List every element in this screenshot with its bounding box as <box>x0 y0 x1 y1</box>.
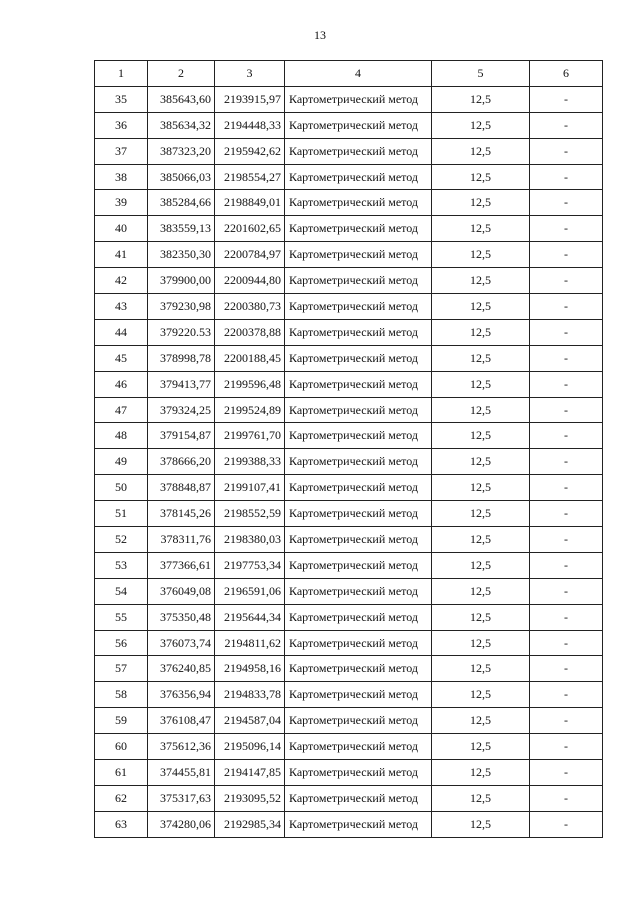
cell-x-coordinate: 379230,98 <box>148 294 215 320</box>
cell-y-coordinate: 2198552,59 <box>215 501 285 527</box>
table-row <box>95 216 603 242</box>
cell-accuracy: 12,5 <box>432 578 530 604</box>
cell-x-coordinate: 379900,00 <box>148 268 215 294</box>
page-number: 13 <box>314 28 326 42</box>
table-row <box>95 138 603 164</box>
header-col-4: 4 <box>285 61 432 87</box>
cell-method: Картометрический метод <box>285 345 432 371</box>
cell-method: Картометрический метод <box>285 86 432 112</box>
cell-method: Картометрический метод <box>285 397 432 423</box>
cell-method: Картометрический метод <box>285 112 432 138</box>
cell-method: Картометрический метод <box>285 164 432 190</box>
cell-method: Картометрический метод <box>285 552 432 578</box>
cell-note: - <box>530 345 603 371</box>
cell-note: - <box>530 578 603 604</box>
cell-y-coordinate: 2194587,04 <box>215 708 285 734</box>
cell-method: Картометрический метод <box>285 578 432 604</box>
table-header-row <box>95 61 603 87</box>
header-col-1: 1 <box>95 61 148 87</box>
table-row <box>95 578 603 604</box>
cell-method: Картометрический метод <box>285 760 432 786</box>
cell-method: Картометрический метод <box>285 475 432 501</box>
cell-x-coordinate: 375350,48 <box>148 604 215 630</box>
cell-method: Картометрический метод <box>285 734 432 760</box>
cell-point-number: 38 <box>95 164 148 190</box>
cell-y-coordinate: 2195644,34 <box>215 604 285 630</box>
cell-point-number: 63 <box>95 811 148 837</box>
cell-y-coordinate: 2194833,78 <box>215 682 285 708</box>
cell-method: Картометрический метод <box>285 785 432 811</box>
table-row <box>95 501 603 527</box>
table-row <box>95 449 603 475</box>
cell-y-coordinate: 2199596,48 <box>215 371 285 397</box>
cell-x-coordinate: 387323,20 <box>148 138 215 164</box>
cell-point-number: 53 <box>95 552 148 578</box>
cell-y-coordinate: 2200784,97 <box>215 242 285 268</box>
cell-accuracy: 12,5 <box>432 319 530 345</box>
cell-point-number: 45 <box>95 345 148 371</box>
cell-y-coordinate: 2200944,80 <box>215 268 285 294</box>
cell-method: Картометрический метод <box>285 449 432 475</box>
cell-point-number: 56 <box>95 630 148 656</box>
cell-note: - <box>530 656 603 682</box>
cell-method: Картометрический метод <box>285 656 432 682</box>
cell-point-number: 59 <box>95 708 148 734</box>
cell-note: - <box>530 501 603 527</box>
cell-method: Картометрический метод <box>285 630 432 656</box>
cell-y-coordinate: 2193095,52 <box>215 785 285 811</box>
cell-accuracy: 12,5 <box>432 268 530 294</box>
cell-note: - <box>530 242 603 268</box>
cell-y-coordinate: 2192985,34 <box>215 811 285 837</box>
cell-method: Картометрический метод <box>285 682 432 708</box>
cell-accuracy: 12,5 <box>432 682 530 708</box>
table-row <box>95 527 603 553</box>
cell-note: - <box>530 811 603 837</box>
cell-note: - <box>530 371 603 397</box>
table-row <box>95 268 603 294</box>
cell-note: - <box>530 604 603 630</box>
cell-point-number: 48 <box>95 423 148 449</box>
table-row <box>95 164 603 190</box>
cell-point-number: 46 <box>95 371 148 397</box>
cell-accuracy: 12,5 <box>432 371 530 397</box>
table-row <box>95 760 603 786</box>
header-col-5: 5 <box>432 61 530 87</box>
table-row <box>95 397 603 423</box>
cell-y-coordinate: 2198380,03 <box>215 527 285 553</box>
cell-x-coordinate: 385284,66 <box>148 190 215 216</box>
cell-y-coordinate: 2201602,65 <box>215 216 285 242</box>
cell-method: Картометрический метод <box>285 319 432 345</box>
header-col-6: 6 <box>530 61 603 87</box>
cell-point-number: 37 <box>95 138 148 164</box>
cell-note: - <box>530 449 603 475</box>
cell-x-coordinate: 375317,63 <box>148 785 215 811</box>
cell-point-number: 61 <box>95 760 148 786</box>
cell-y-coordinate: 2200378,88 <box>215 319 285 345</box>
cell-note: - <box>530 319 603 345</box>
cell-y-coordinate: 2199524,89 <box>215 397 285 423</box>
cell-point-number: 62 <box>95 785 148 811</box>
cell-x-coordinate: 376108,47 <box>148 708 215 734</box>
cell-method: Картометрический метод <box>285 138 432 164</box>
cell-point-number: 42 <box>95 268 148 294</box>
cell-accuracy: 12,5 <box>432 760 530 786</box>
cell-method: Картометрический метод <box>285 501 432 527</box>
table-row <box>95 682 603 708</box>
cell-point-number: 55 <box>95 604 148 630</box>
cell-method: Картометрический метод <box>285 268 432 294</box>
cell-point-number: 54 <box>95 578 148 604</box>
cell-method: Картометрический метод <box>285 190 432 216</box>
table-row <box>95 294 603 320</box>
cell-accuracy: 12,5 <box>432 734 530 760</box>
cell-point-number: 44 <box>95 319 148 345</box>
table-row <box>95 86 603 112</box>
cell-accuracy: 12,5 <box>432 138 530 164</box>
cell-x-coordinate: 385066,03 <box>148 164 215 190</box>
header-col-2: 2 <box>148 61 215 87</box>
cell-note: - <box>530 190 603 216</box>
cell-note: - <box>530 527 603 553</box>
cell-note: - <box>530 760 603 786</box>
cell-method: Картометрический метод <box>285 604 432 630</box>
table-row <box>95 630 603 656</box>
cell-y-coordinate: 2194811,62 <box>215 630 285 656</box>
header-col-3: 3 <box>215 61 285 87</box>
cell-x-coordinate: 376073,74 <box>148 630 215 656</box>
cell-y-coordinate: 2193915,97 <box>215 86 285 112</box>
cell-x-coordinate: 374280,06 <box>148 811 215 837</box>
cell-point-number: 57 <box>95 656 148 682</box>
cell-accuracy: 12,5 <box>432 190 530 216</box>
table-row <box>95 242 603 268</box>
cell-x-coordinate: 378311,76 <box>148 527 215 553</box>
cell-accuracy: 12,5 <box>432 785 530 811</box>
cell-note: - <box>530 423 603 449</box>
cell-accuracy: 12,5 <box>432 294 530 320</box>
cell-x-coordinate: 378145,26 <box>148 501 215 527</box>
table-row <box>95 785 603 811</box>
cell-accuracy: 12,5 <box>432 656 530 682</box>
table-row <box>95 656 603 682</box>
cell-x-coordinate: 382350,30 <box>148 242 215 268</box>
cell-y-coordinate: 2197753,34 <box>215 552 285 578</box>
cell-note: - <box>530 268 603 294</box>
cell-point-number: 58 <box>95 682 148 708</box>
cell-method: Картометрический метод <box>285 294 432 320</box>
cell-method: Картометрический метод <box>285 708 432 734</box>
cell-accuracy: 12,5 <box>432 86 530 112</box>
cell-x-coordinate: 379220.53 <box>148 319 215 345</box>
cell-note: - <box>530 734 603 760</box>
cell-point-number: 40 <box>95 216 148 242</box>
cell-x-coordinate: 376049,08 <box>148 578 215 604</box>
cell-method: Картометрический метод <box>285 527 432 553</box>
cell-accuracy: 12,5 <box>432 604 530 630</box>
cell-y-coordinate: 2194147,85 <box>215 760 285 786</box>
cell-accuracy: 12,5 <box>432 112 530 138</box>
cell-note: - <box>530 397 603 423</box>
cell-accuracy: 12,5 <box>432 242 530 268</box>
cell-x-coordinate: 383559,13 <box>148 216 215 242</box>
cell-y-coordinate: 2198849,01 <box>215 190 285 216</box>
table-row <box>95 475 603 501</box>
table-row <box>95 708 603 734</box>
cell-accuracy: 12,5 <box>432 449 530 475</box>
cell-note: - <box>530 785 603 811</box>
cell-point-number: 47 <box>95 397 148 423</box>
cell-y-coordinate: 2199761,70 <box>215 423 285 449</box>
cell-note: - <box>530 682 603 708</box>
cell-point-number: 50 <box>95 475 148 501</box>
cell-point-number: 41 <box>95 242 148 268</box>
cell-note: - <box>530 294 603 320</box>
cell-method: Картометрический метод <box>285 811 432 837</box>
cell-accuracy: 12,5 <box>432 423 530 449</box>
cell-accuracy: 12,5 <box>432 164 530 190</box>
cell-method: Картометрический метод <box>285 371 432 397</box>
cell-note: - <box>530 552 603 578</box>
cell-x-coordinate: 378998,78 <box>148 345 215 371</box>
cell-note: - <box>530 216 603 242</box>
table-row <box>95 345 603 371</box>
cell-x-coordinate: 375612,36 <box>148 734 215 760</box>
cell-note: - <box>530 138 603 164</box>
cell-y-coordinate: 2195096,14 <box>215 734 285 760</box>
table-row <box>95 371 603 397</box>
cell-y-coordinate: 2196591,06 <box>215 578 285 604</box>
cell-x-coordinate: 376240,85 <box>148 656 215 682</box>
cell-y-coordinate: 2195942,62 <box>215 138 285 164</box>
table-row <box>95 811 603 837</box>
cell-method: Картометрический метод <box>285 242 432 268</box>
cell-y-coordinate: 2200380,73 <box>215 294 285 320</box>
cell-note: - <box>530 630 603 656</box>
cell-y-coordinate: 2199107,41 <box>215 475 285 501</box>
table-row <box>95 423 603 449</box>
table-row <box>95 604 603 630</box>
table-row <box>95 112 603 138</box>
cell-accuracy: 12,5 <box>432 811 530 837</box>
cell-method: Картометрический метод <box>285 423 432 449</box>
cell-x-coordinate: 379324,25 <box>148 397 215 423</box>
cell-accuracy: 12,5 <box>432 345 530 371</box>
table-row <box>95 190 603 216</box>
cell-y-coordinate: 2200188,45 <box>215 345 285 371</box>
cell-x-coordinate: 374455,81 <box>148 760 215 786</box>
cell-point-number: 36 <box>95 112 148 138</box>
cell-accuracy: 12,5 <box>432 216 530 242</box>
cell-accuracy: 12,5 <box>432 708 530 734</box>
cell-x-coordinate: 378848,87 <box>148 475 215 501</box>
cell-point-number: 60 <box>95 734 148 760</box>
cell-note: - <box>530 475 603 501</box>
cell-point-number: 51 <box>95 501 148 527</box>
cell-point-number: 52 <box>95 527 148 553</box>
cell-accuracy: 12,5 <box>432 475 530 501</box>
cell-note: - <box>530 708 603 734</box>
cell-note: - <box>530 164 603 190</box>
cell-y-coordinate: 2198554,27 <box>215 164 285 190</box>
cell-method: Картометрический метод <box>285 216 432 242</box>
cell-point-number: 43 <box>95 294 148 320</box>
cell-accuracy: 12,5 <box>432 501 530 527</box>
cell-point-number: 49 <box>95 449 148 475</box>
cell-x-coordinate: 379413,77 <box>148 371 215 397</box>
cell-y-coordinate: 2194448,33 <box>215 112 285 138</box>
coordinates-table <box>94 60 603 838</box>
cell-accuracy: 12,5 <box>432 552 530 578</box>
cell-accuracy: 12,5 <box>432 527 530 553</box>
cell-x-coordinate: 377366,61 <box>148 552 215 578</box>
table-row <box>95 319 603 345</box>
table-row <box>95 734 603 760</box>
cell-point-number: 35 <box>95 86 148 112</box>
cell-x-coordinate: 385643,60 <box>148 86 215 112</box>
cell-x-coordinate: 376356,94 <box>148 682 215 708</box>
cell-x-coordinate: 379154,87 <box>148 423 215 449</box>
cell-accuracy: 12,5 <box>432 630 530 656</box>
cell-accuracy: 12,5 <box>432 397 530 423</box>
cell-y-coordinate: 2199388,33 <box>215 449 285 475</box>
cell-note: - <box>530 86 603 112</box>
table-body <box>95 86 603 837</box>
table-row <box>95 552 603 578</box>
cell-point-number: 39 <box>95 190 148 216</box>
cell-y-coordinate: 2194958,16 <box>215 656 285 682</box>
cell-x-coordinate: 385634,32 <box>148 112 215 138</box>
cell-note: - <box>530 112 603 138</box>
cell-x-coordinate: 378666,20 <box>148 449 215 475</box>
